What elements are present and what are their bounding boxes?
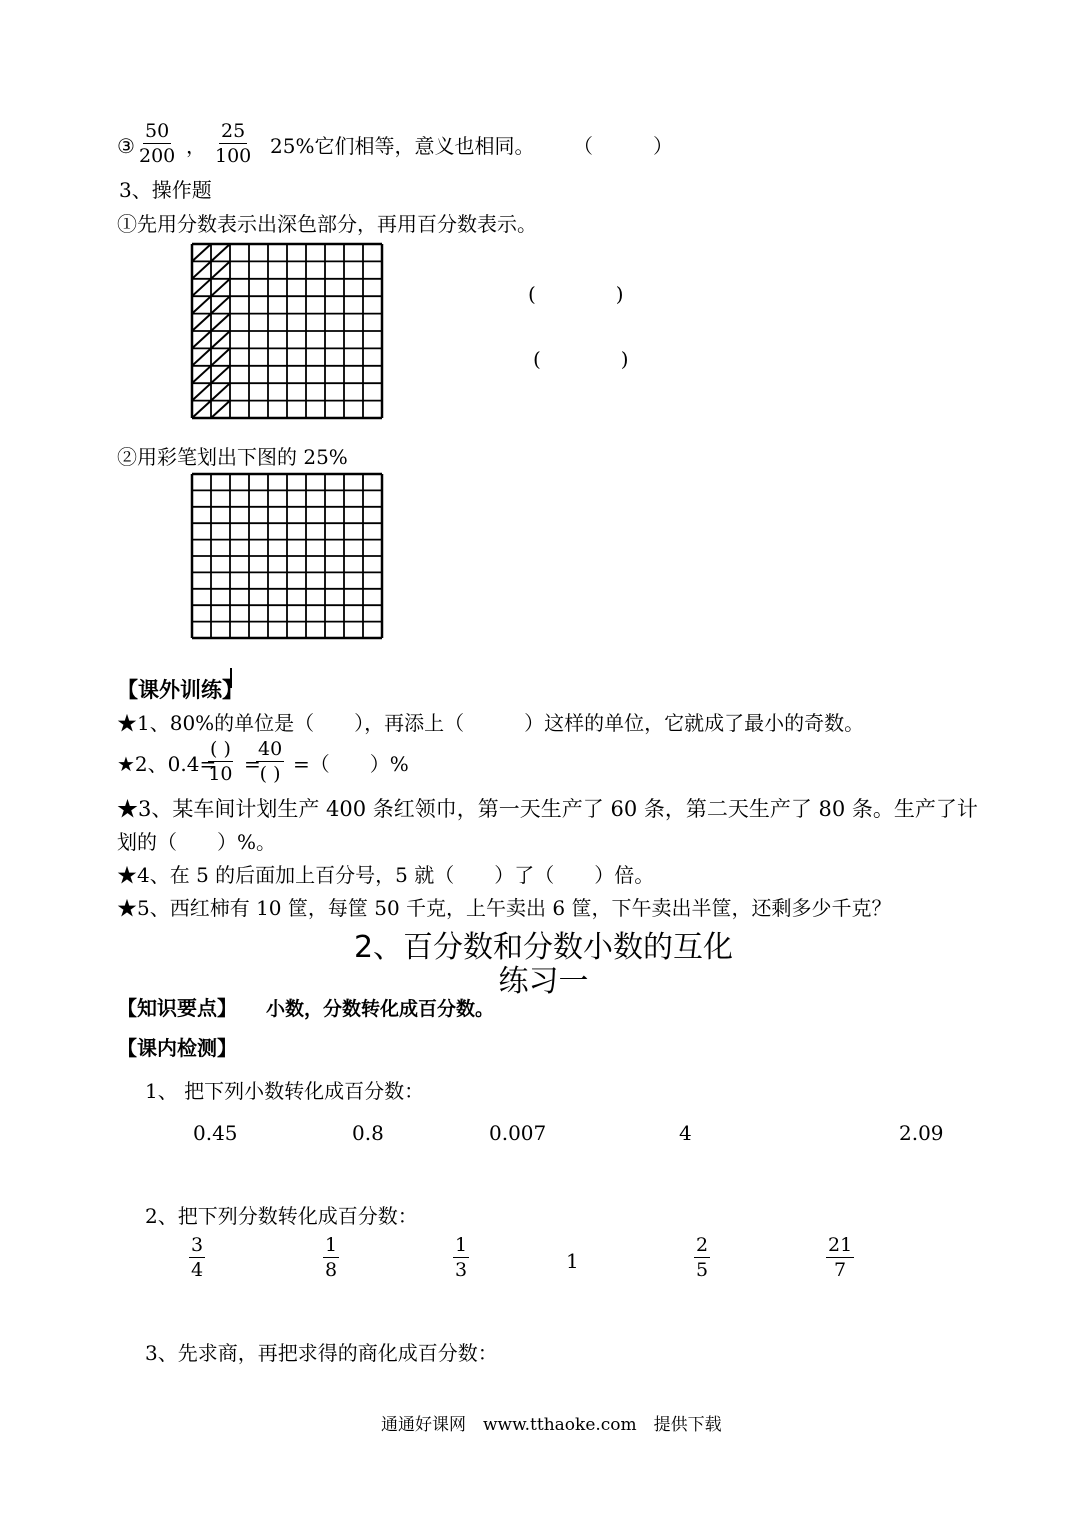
extra-q2-suffix: =（ ）% — [293, 752, 409, 776]
fraction-item — [826, 1234, 854, 1281]
fraction-den: 5 — [696, 1259, 709, 1281]
blank-hundred-grid — [190, 472, 384, 640]
fraction-num: 1 — [325, 1234, 338, 1256]
fraction-den: 3 — [455, 1259, 468, 1281]
hatch-line — [211, 296, 230, 313]
section3-item2: ②用彩笔划出下图的 25% — [117, 445, 348, 469]
hatch-line — [211, 348, 230, 365]
fraction-item — [323, 1234, 339, 1281]
hatch-line — [192, 314, 211, 331]
page-footer: 通通好课网 www.tthaoke.com 提供下载 — [381, 1415, 722, 1435]
decimal-item: 0.007 — [489, 1121, 547, 1145]
hatch-line — [192, 261, 211, 278]
hatch-line — [192, 383, 211, 400]
decimal-item: 0.45 — [193, 1121, 238, 1145]
extra-q3-line2: 划的（ ）%。 — [117, 830, 277, 854]
hatch-line — [192, 279, 211, 296]
fraction-answer-paren: ( ) — [528, 282, 624, 306]
inclass-q1: 1、 把下列小数转化成百分数： — [145, 1079, 425, 1103]
chapter-subtitle: 练习一 — [498, 964, 589, 999]
hatch-line — [192, 331, 211, 348]
section3-item1: ①先用分数表示出深色部分，再用百分数表示。 — [117, 212, 537, 236]
knowledge-text: 小数，分数转化成百分数。 — [266, 998, 495, 1020]
inclass-header: 【课内检测】 — [117, 1036, 237, 1060]
extra-q2-frac1 — [208, 738, 233, 785]
hatch-line — [192, 348, 211, 365]
decimal-item: 4 — [679, 1121, 692, 1145]
knowledge-label: 【知识要点】 — [117, 996, 237, 1020]
q3-fraction-25-100 — [215, 120, 251, 167]
hatch-line — [211, 331, 230, 348]
hatch-line — [211, 261, 230, 278]
hatch-line — [211, 366, 230, 383]
inclass-q3: 3、先求商，再把求得的商化成百分数： — [145, 1341, 498, 1365]
hatch-line — [192, 401, 211, 418]
decimal-item: 0.8 — [352, 1121, 384, 1145]
shaded-hundred-grid — [190, 242, 384, 420]
hatch-line — [211, 244, 230, 261]
hatch-line — [211, 401, 230, 418]
chapter-title: 2、百分数和分数小数的互化 — [353, 930, 734, 965]
inclass-q2: 2、把下列分数转化成百分数： — [145, 1204, 418, 1228]
q3-marker: ③ — [117, 134, 135, 158]
hatch-line — [192, 244, 211, 261]
extra-q3-line1: ★3、某车间计划生产 400 条红领巾，第一天生产了 60 条，第二天生产了 80 条。生产了计 — [117, 797, 978, 821]
extra-q2-prefix: ★2、0.4= — [117, 752, 217, 776]
q3-fraction-50-200 — [139, 120, 175, 167]
fraction-den: 7 — [834, 1259, 847, 1281]
extra-q2-frac2-num: 40 — [258, 738, 283, 760]
q3-frac2-den: 100 — [215, 145, 252, 167]
fraction-num: 3 — [191, 1234, 204, 1256]
fraction-item — [453, 1234, 469, 1281]
fraction-num: 21 — [828, 1234, 853, 1256]
percent-answer-paren: ( ) — [533, 347, 629, 371]
hatch-line — [192, 366, 211, 383]
extra-q2-frac2 — [256, 738, 284, 785]
extra-q2-frac1-num: ( ) — [210, 738, 231, 760]
decimal-item: 2.09 — [899, 1121, 944, 1145]
hatch-line — [211, 383, 230, 400]
q3-frac2-num: 25 — [221, 120, 246, 142]
q3-statement: 25%它们相等，意义也相同。 — [270, 134, 535, 158]
q3-comma: ， — [186, 134, 206, 158]
fraction-den: 4 — [191, 1259, 204, 1281]
fraction-item — [694, 1234, 710, 1281]
extra-q2-equals: = — [244, 752, 261, 776]
hatch-line — [211, 314, 230, 331]
extra-q4: ★4、在 5 的后面加上百分号，5 就（ ）了（ ）倍。 — [117, 863, 655, 887]
extra-q2-frac2-den: ( ) — [259, 763, 281, 785]
fraction-num: 2 — [696, 1234, 709, 1256]
q3-frac1-num: 50 — [145, 120, 170, 142]
fraction-num: 1 — [455, 1234, 468, 1256]
hatch-line — [211, 279, 230, 296]
q3-frac1-den: 200 — [139, 145, 176, 167]
q3-answer-paren: （ ） — [573, 134, 673, 158]
fraction-item — [189, 1234, 205, 1281]
extra-q2-frac1-den: 10 — [208, 763, 233, 785]
extra-q5: ★5、西红柿有 10 筐，每筐 50 千克，上午卖出 6 筐，下午卖出半筐，还剩多少千克？ — [117, 896, 892, 920]
whole-number-item: 1 — [566, 1249, 579, 1273]
extra-q1: ★1、80%的单位是（ ），再添上（ ）这样的单位，它就成了最小的奇数。 — [117, 711, 865, 735]
section3-title: 3、操作题 — [119, 178, 212, 202]
extra-header: 【课外训练】 — [117, 678, 243, 702]
fraction-den: 8 — [325, 1259, 338, 1281]
hatch-line — [192, 296, 211, 313]
